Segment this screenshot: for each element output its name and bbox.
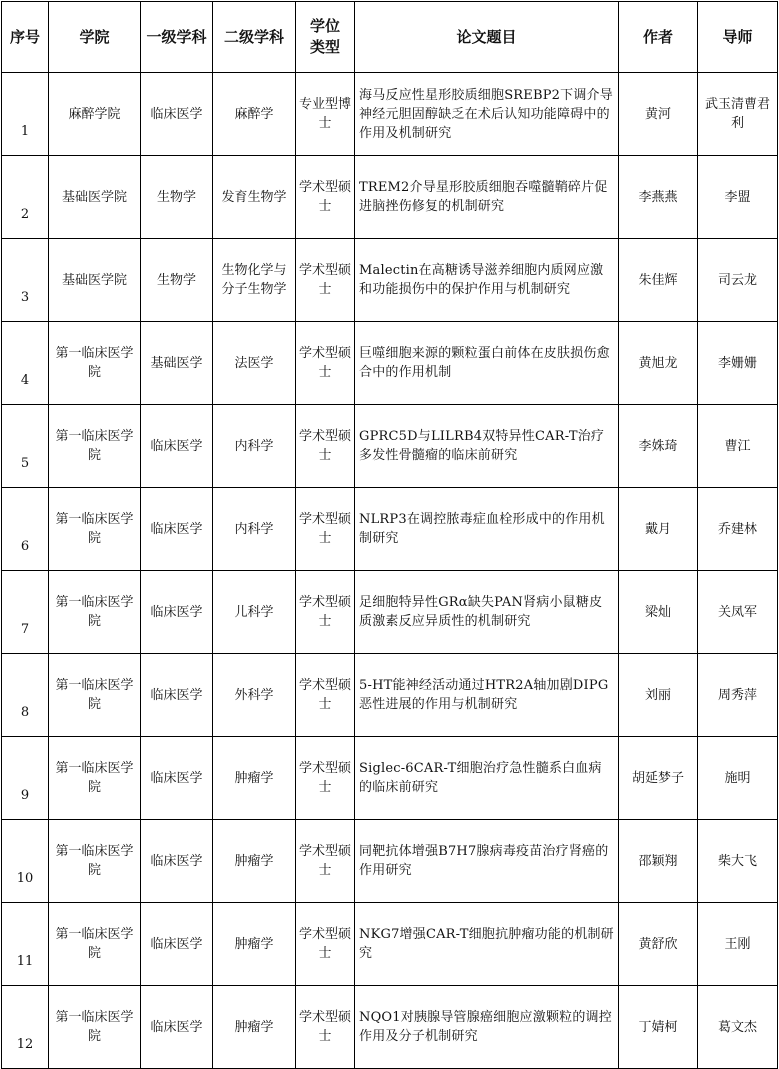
cell-no: 11: [2, 903, 49, 986]
cell-degree-type: 学术型硕士: [296, 737, 355, 820]
cell-author: 李燕燕: [619, 156, 698, 239]
cell-second-discipline: 肿瘤学: [213, 986, 296, 1069]
cell-no: 8: [2, 654, 49, 737]
cell-degree-type: 学术型硕士: [296, 156, 355, 239]
table-row: [2, 737, 778, 820]
cell-no: 2: [2, 156, 49, 239]
cell-second-discipline: 麻醉学: [213, 73, 296, 156]
header-degree-type-line1: 学位: [309, 17, 340, 35]
cell-advisor: 李姗姗: [698, 322, 778, 405]
cell-no: 10: [2, 820, 49, 903]
table-row: [2, 986, 778, 1069]
cell-first-discipline: 临床医学: [141, 737, 213, 820]
header-no: 序号: [2, 2, 49, 73]
cell-advisor: 周秀萍: [698, 654, 778, 737]
cell-advisor: 乔建林: [698, 488, 778, 571]
cell-degree-type: 学术型硕士: [296, 986, 355, 1069]
cell-no: 6: [2, 488, 49, 571]
cell-author: 胡延梦子: [619, 737, 698, 820]
cell-first-discipline: 生物学: [141, 156, 213, 239]
table-row: [2, 903, 778, 986]
cell-second-discipline: 内科学: [213, 405, 296, 488]
cell-college: 第一临床医学院: [49, 986, 141, 1069]
cell-degree-type: 学术型硕士: [296, 820, 355, 903]
cell-advisor: 施明: [698, 737, 778, 820]
cell-degree-type: 学术型硕士: [296, 654, 355, 737]
cell-thesis-title: 同靶抗体增强B7H7腺病毒疫苗治疗肾癌的作用研究: [355, 820, 619, 903]
cell-no: 7: [2, 571, 49, 654]
cell-advisor: 王刚: [698, 903, 778, 986]
cell-author: 丁婧柯: [619, 986, 698, 1069]
cell-author: 邵颖翔: [619, 820, 698, 903]
cell-college: 第一临床医学院: [49, 571, 141, 654]
cell-author: 李姝琦: [619, 405, 698, 488]
table-row: [2, 156, 778, 239]
cell-college: 第一临床医学院: [49, 322, 141, 405]
cell-author: 戴月: [619, 488, 698, 571]
cell-no: 12: [2, 986, 49, 1069]
cell-author: 黄河: [619, 73, 698, 156]
cell-first-discipline: 生物学: [141, 239, 213, 322]
table-row: [2, 239, 778, 322]
cell-college: 第一临床医学院: [49, 405, 141, 488]
header-college: 学院: [49, 2, 141, 73]
cell-second-discipline: 肿瘤学: [213, 820, 296, 903]
cell-thesis-title: GPRC5D与LILRB4双特异性CAR-T治疗多发性骨髓瘤的临床前研究: [355, 405, 619, 488]
cell-thesis-title: Malectin在高糖诱导滋养细胞内质网应激和功能损伤中的保护作用与机制研究: [355, 239, 619, 322]
cell-college: 第一临床医学院: [49, 903, 141, 986]
table-header: [2, 2, 778, 73]
cell-college: 第一临床医学院: [49, 654, 141, 737]
cell-no: 3: [2, 239, 49, 322]
header-degree-type: [296, 2, 355, 73]
cell-first-discipline: 临床医学: [141, 571, 213, 654]
cell-thesis-title: Siglec-6CAR-T细胞治疗急性髓系白血病的临床前研究: [355, 737, 619, 820]
cell-author: 朱佳辉: [619, 239, 698, 322]
cell-thesis-title: NLRP3在调控脓毒症血栓形成中的作用机制研究: [355, 488, 619, 571]
cell-advisor: 武玉清曹君利: [698, 73, 778, 156]
cell-advisor: 关凤军: [698, 571, 778, 654]
cell-first-discipline: 临床医学: [141, 820, 213, 903]
cell-first-discipline: 临床医学: [141, 405, 213, 488]
cell-thesis-title: 巨噬细胞来源的颗粒蛋白前体在皮肤损伤愈合中的作用机制: [355, 322, 619, 405]
cell-degree-type: 学术型硕士: [296, 903, 355, 986]
cell-degree-type: 学术型硕士: [296, 488, 355, 571]
table-row: [2, 654, 778, 737]
cell-college: 第一临床医学院: [49, 488, 141, 571]
cell-college: 第一临床医学院: [49, 737, 141, 820]
table-row: [2, 571, 778, 654]
table-row: [2, 322, 778, 405]
cell-thesis-title: 足细胞特异性GRα缺失PAN肾病小鼠糖皮质激素反应异质性的机制研究: [355, 571, 619, 654]
cell-degree-type: 学术型硕士: [296, 322, 355, 405]
cell-thesis-title: 5-HT能神经活动通过HTR2A轴加剧DIPG恶性进展的作用与机制研究: [355, 654, 619, 737]
cell-thesis-title: NQO1对胰腺导管腺癌细胞应激颗粒的调控作用及分子机制研究: [355, 986, 619, 1069]
cell-second-discipline: 生物化学与分子生物学: [213, 239, 296, 322]
cell-college: 第一临床医学院: [49, 820, 141, 903]
cell-advisor: 葛文杰: [698, 986, 778, 1069]
cell-no: 1: [2, 73, 49, 156]
thesis-table: [1, 1, 778, 1069]
header-row: [2, 2, 778, 73]
cell-second-discipline: 外科学: [213, 654, 296, 737]
cell-college: 基础医学院: [49, 239, 141, 322]
table-row: [2, 820, 778, 903]
cell-second-discipline: 儿科学: [213, 571, 296, 654]
header-first-discipline: 一级学科: [141, 2, 213, 73]
cell-thesis-title: NKG7增强CAR-T细胞抗肿瘤功能的机制研究: [355, 903, 619, 986]
cell-degree-type: 学术型硕士: [296, 239, 355, 322]
cell-first-discipline: 临床医学: [141, 73, 213, 156]
cell-second-discipline: 肿瘤学: [213, 737, 296, 820]
cell-thesis-title: TREM2介导星形胶质细胞吞噬髓鞘碎片促进脑挫伤修复的机制研究: [355, 156, 619, 239]
cell-no: 4: [2, 322, 49, 405]
cell-second-discipline: 法医学: [213, 322, 296, 405]
cell-degree-type: 专业型博士: [296, 73, 355, 156]
table-body: [2, 73, 778, 1069]
cell-degree-type: 学术型硕士: [296, 571, 355, 654]
header-second-discipline: 二级学科: [213, 2, 296, 73]
cell-first-discipline: 临床医学: [141, 986, 213, 1069]
cell-first-discipline: 临床医学: [141, 654, 213, 737]
cell-advisor: 司云龙: [698, 239, 778, 322]
cell-no: 5: [2, 405, 49, 488]
cell-first-discipline: 基础医学: [141, 322, 213, 405]
cell-second-discipline: 肿瘤学: [213, 903, 296, 986]
cell-author: 黄旭龙: [619, 322, 698, 405]
cell-advisor: 曹江: [698, 405, 778, 488]
cell-first-discipline: 临床医学: [141, 488, 213, 571]
header-author: 作者: [619, 2, 698, 73]
table-row: [2, 405, 778, 488]
cell-second-discipline: 发育生物学: [213, 156, 296, 239]
header-degree-type-line2: 类型: [309, 38, 340, 56]
cell-first-discipline: 临床医学: [141, 903, 213, 986]
cell-advisor: 李盟: [698, 156, 778, 239]
cell-author: 梁灿: [619, 571, 698, 654]
cell-degree-type: 学术型硕士: [296, 405, 355, 488]
cell-advisor: 柴大飞: [698, 820, 778, 903]
cell-author: 黄舒欣: [619, 903, 698, 986]
cell-college: 麻醉学院: [49, 73, 141, 156]
cell-thesis-title: 海马反应性星形胶质细胞SREBP2下调介导神经元胆固醇缺乏在术后认知功能障碍中的作用及机制研究: [355, 73, 619, 156]
cell-college: 基础医学院: [49, 156, 141, 239]
table-row: [2, 73, 778, 156]
cell-second-discipline: 内科学: [213, 488, 296, 571]
cell-author: 刘丽: [619, 654, 698, 737]
table-row: [2, 488, 778, 571]
cell-no: 9: [2, 737, 49, 820]
header-title: 论文题目: [355, 2, 619, 73]
header-advisor: 导师: [698, 2, 778, 73]
